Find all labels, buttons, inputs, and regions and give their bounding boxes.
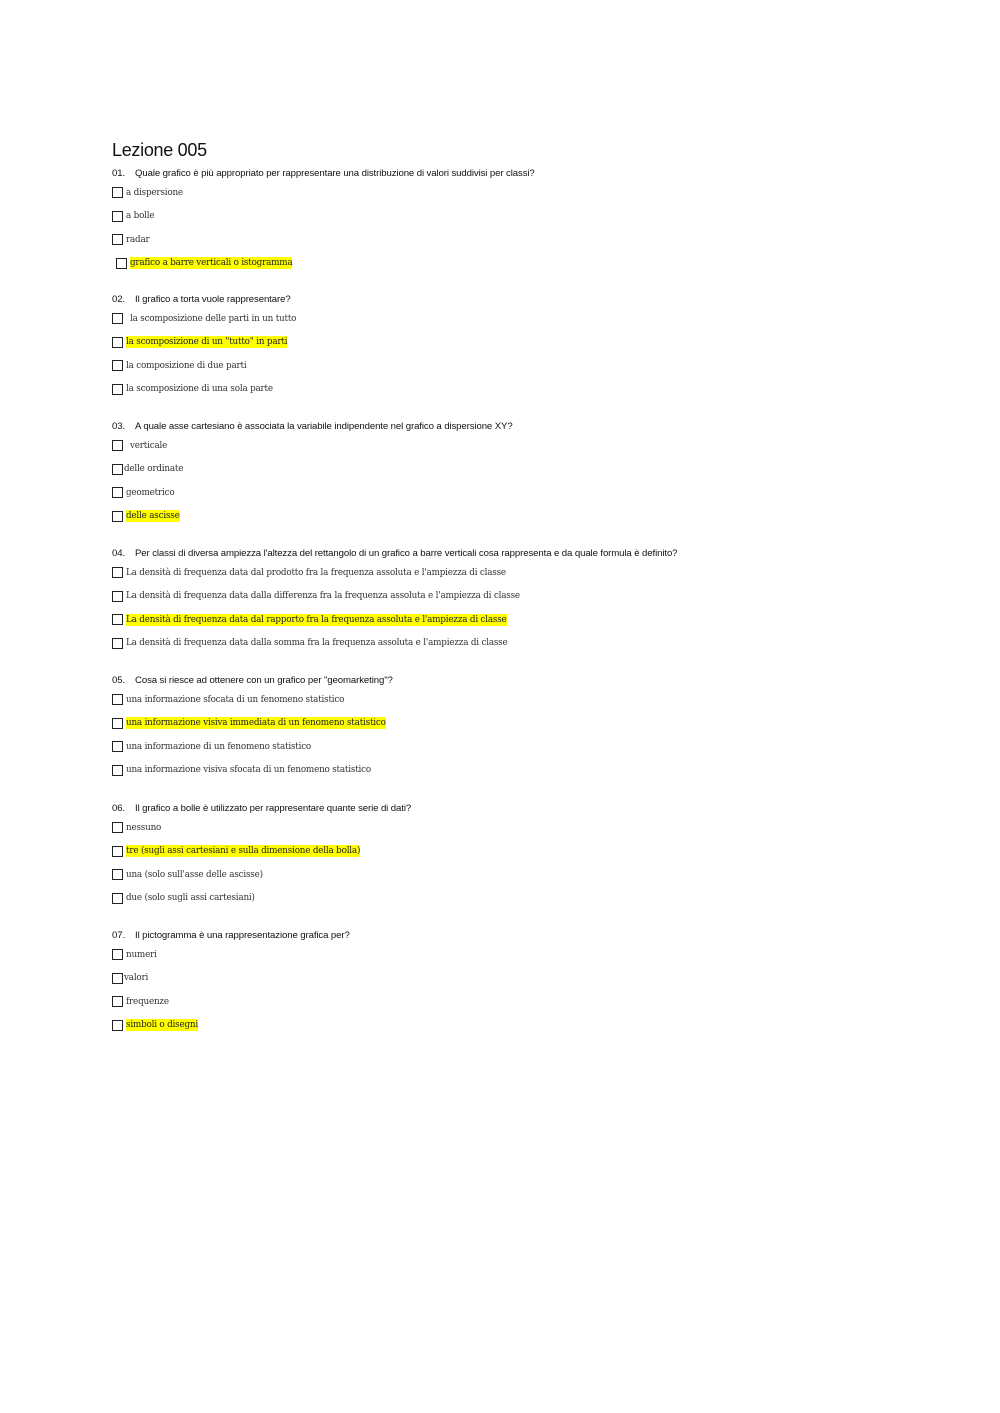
answer-checkbox[interactable]	[112, 973, 123, 984]
answer-label: la scomposizione di una sola parte	[126, 384, 273, 395]
question-label: Quale grafico è più appropriato per rappresentare una distribuzione di valori suddivisi per classi?	[135, 168, 535, 179]
answer-label: una informazione sfocata di un fenomeno statistico	[126, 694, 345, 705]
question-text	[112, 674, 912, 688]
question-05	[112, 674, 912, 782]
correct-answer-label: La densità di frequenza data dal rapporto fra la frequenza assoluta e l'ampiezza di classe	[126, 614, 507, 625]
answer-label: La densità di frequenza data dalla differenza fra la frequenza assoluta e l'ampiezza di classe	[126, 591, 520, 602]
question-label: Il pictogramma è una rappresentazione grafica per?	[135, 930, 350, 941]
answer-checkbox[interactable]	[112, 996, 123, 1007]
answer-checkbox[interactable]	[112, 211, 123, 222]
answer-label: una (solo sull'asse delle ascisse)	[126, 869, 263, 880]
answer-option	[112, 608, 912, 632]
question-number: 01.	[112, 168, 126, 179]
question-number: 03.	[112, 421, 126, 432]
answer-option	[112, 354, 912, 378]
answer-label: frequenze	[126, 996, 169, 1007]
question-01	[112, 167, 912, 275]
question-label: Il grafico a bolle è utilizzato per rappresentare quante serie di dati?	[135, 803, 412, 814]
answer-option	[112, 505, 912, 529]
answer-checkbox[interactable]	[112, 234, 123, 245]
answer-option	[112, 990, 912, 1014]
answer-checkbox[interactable]	[112, 718, 123, 729]
answer-checkbox[interactable]	[112, 846, 123, 857]
answer-option	[112, 816, 912, 840]
answer-option	[112, 181, 912, 205]
answer-checkbox[interactable]	[112, 614, 123, 625]
correct-answer-label: delle ascisse	[126, 511, 180, 522]
answer-option	[112, 943, 912, 967]
answer-option	[112, 205, 912, 229]
question-label: Il grafico a torta vuole rappresentare?	[135, 294, 291, 305]
question-03	[112, 420, 912, 528]
answer-label: La densità di frequenza data dalla somma fra la frequenza assoluta e l'ampiezza di classe	[126, 638, 508, 649]
answer-checkbox[interactable]	[116, 258, 127, 269]
correct-answer-label: grafico a barre verticali o istogramma	[130, 258, 293, 269]
answer-checkbox[interactable]	[112, 694, 123, 705]
correct-answer-label: simboli o disegni	[126, 1020, 198, 1031]
answer-label: a dispersione	[126, 187, 183, 198]
question-label: Per classi di diversa ampiezza l'altezza del rettangolo di un grafico a barre verticali cosa rappresenta e da quale formula è definito?	[135, 548, 678, 559]
question-number: 06.	[112, 803, 126, 814]
question-number: 07.	[112, 930, 126, 941]
answer-checkbox[interactable]	[112, 487, 123, 498]
answer-option	[112, 481, 912, 505]
answer-checkbox[interactable]	[112, 638, 123, 649]
answer-checkbox[interactable]	[112, 765, 123, 776]
question-label: Cosa si riesce ad ottenere con un grafico per "geomarketing"?	[135, 675, 393, 686]
answer-checkbox[interactable]	[112, 949, 123, 960]
answer-option	[112, 887, 912, 911]
answer-option	[112, 735, 912, 759]
answer-checkbox[interactable]	[112, 741, 123, 752]
answer-label: due (solo sugli assi cartesiani)	[126, 893, 255, 904]
answer-label: la scomposizione delle parti in un tutto	[130, 313, 297, 324]
question-04	[112, 547, 912, 655]
answer-checkbox[interactable]	[112, 313, 123, 324]
answer-label: delle ordinate	[124, 464, 184, 475]
correct-answer-label: la scomposizione di un "tutto" in parti	[126, 337, 288, 348]
answer-checkbox[interactable]	[112, 567, 123, 578]
answer-label: radar	[126, 234, 150, 245]
answer-checkbox[interactable]	[112, 464, 123, 475]
question-number: 05.	[112, 675, 126, 686]
answer-checkbox[interactable]	[112, 337, 123, 348]
answer-label: una informazione visiva sfocata di un fenomeno statistico	[126, 765, 371, 776]
answer-option	[112, 840, 912, 864]
answer-option	[112, 252, 912, 276]
answer-option	[112, 688, 912, 712]
question-text	[112, 420, 912, 434]
answer-checkbox[interactable]	[112, 360, 123, 371]
answer-option	[112, 632, 912, 656]
answer-label: valori	[124, 973, 149, 984]
correct-answer-label: tre (sugli assi cartesiani e sulla dimensione della bolla)	[126, 846, 361, 857]
answer-option	[112, 759, 912, 783]
answer-option	[112, 967, 912, 991]
answer-checkbox[interactable]	[112, 1020, 123, 1031]
question-02	[112, 293, 912, 401]
answer-label: La densità di frequenza data dal prodotto fra la frequenza assoluta e l'ampiezza di classe	[126, 567, 506, 578]
answer-checkbox[interactable]	[112, 384, 123, 395]
answer-option	[112, 561, 912, 585]
answer-label: geometrico	[126, 487, 175, 498]
answer-option	[112, 458, 912, 482]
answer-checkbox[interactable]	[112, 187, 123, 198]
answer-option	[112, 434, 912, 458]
answer-label: una informazione di un fenomeno statistico	[126, 741, 312, 752]
answer-checkbox[interactable]	[112, 893, 123, 904]
answer-option	[112, 228, 912, 252]
answer-checkbox[interactable]	[112, 869, 123, 880]
answer-label: nessuno	[126, 822, 162, 833]
answer-checkbox[interactable]	[112, 591, 123, 602]
question-06	[112, 802, 912, 910]
answer-label: numeri	[126, 949, 157, 960]
answer-checkbox[interactable]	[112, 822, 123, 833]
question-number: 02.	[112, 294, 126, 305]
question-number: 04.	[112, 548, 126, 559]
question-text	[112, 547, 912, 561]
question-text	[112, 802, 912, 816]
answer-label: la composizione di due parti	[126, 360, 247, 371]
answer-option	[112, 1014, 912, 1038]
answer-checkbox[interactable]	[112, 511, 123, 522]
answer-option	[112, 712, 912, 736]
question-label: A quale asse cartesiano è associata la variabile indipendente nel grafico a dispersione XY?	[135, 421, 513, 432]
correct-answer-label: una informazione visiva immediata di un fenomeno statistico	[126, 718, 386, 729]
answer-option	[112, 307, 912, 331]
answer-option	[112, 378, 912, 402]
answer-checkbox[interactable]	[112, 440, 123, 451]
answer-label: a bolle	[126, 211, 155, 222]
question-text	[112, 293, 912, 307]
answer-option	[112, 585, 912, 609]
answer-option	[112, 863, 912, 887]
question-text	[112, 167, 912, 181]
answer-option	[112, 331, 912, 355]
question-07	[112, 929, 912, 1037]
question-text	[112, 929, 912, 943]
lesson-title: Lezione 005	[112, 140, 207, 160]
answer-label: verticale	[130, 440, 168, 451]
